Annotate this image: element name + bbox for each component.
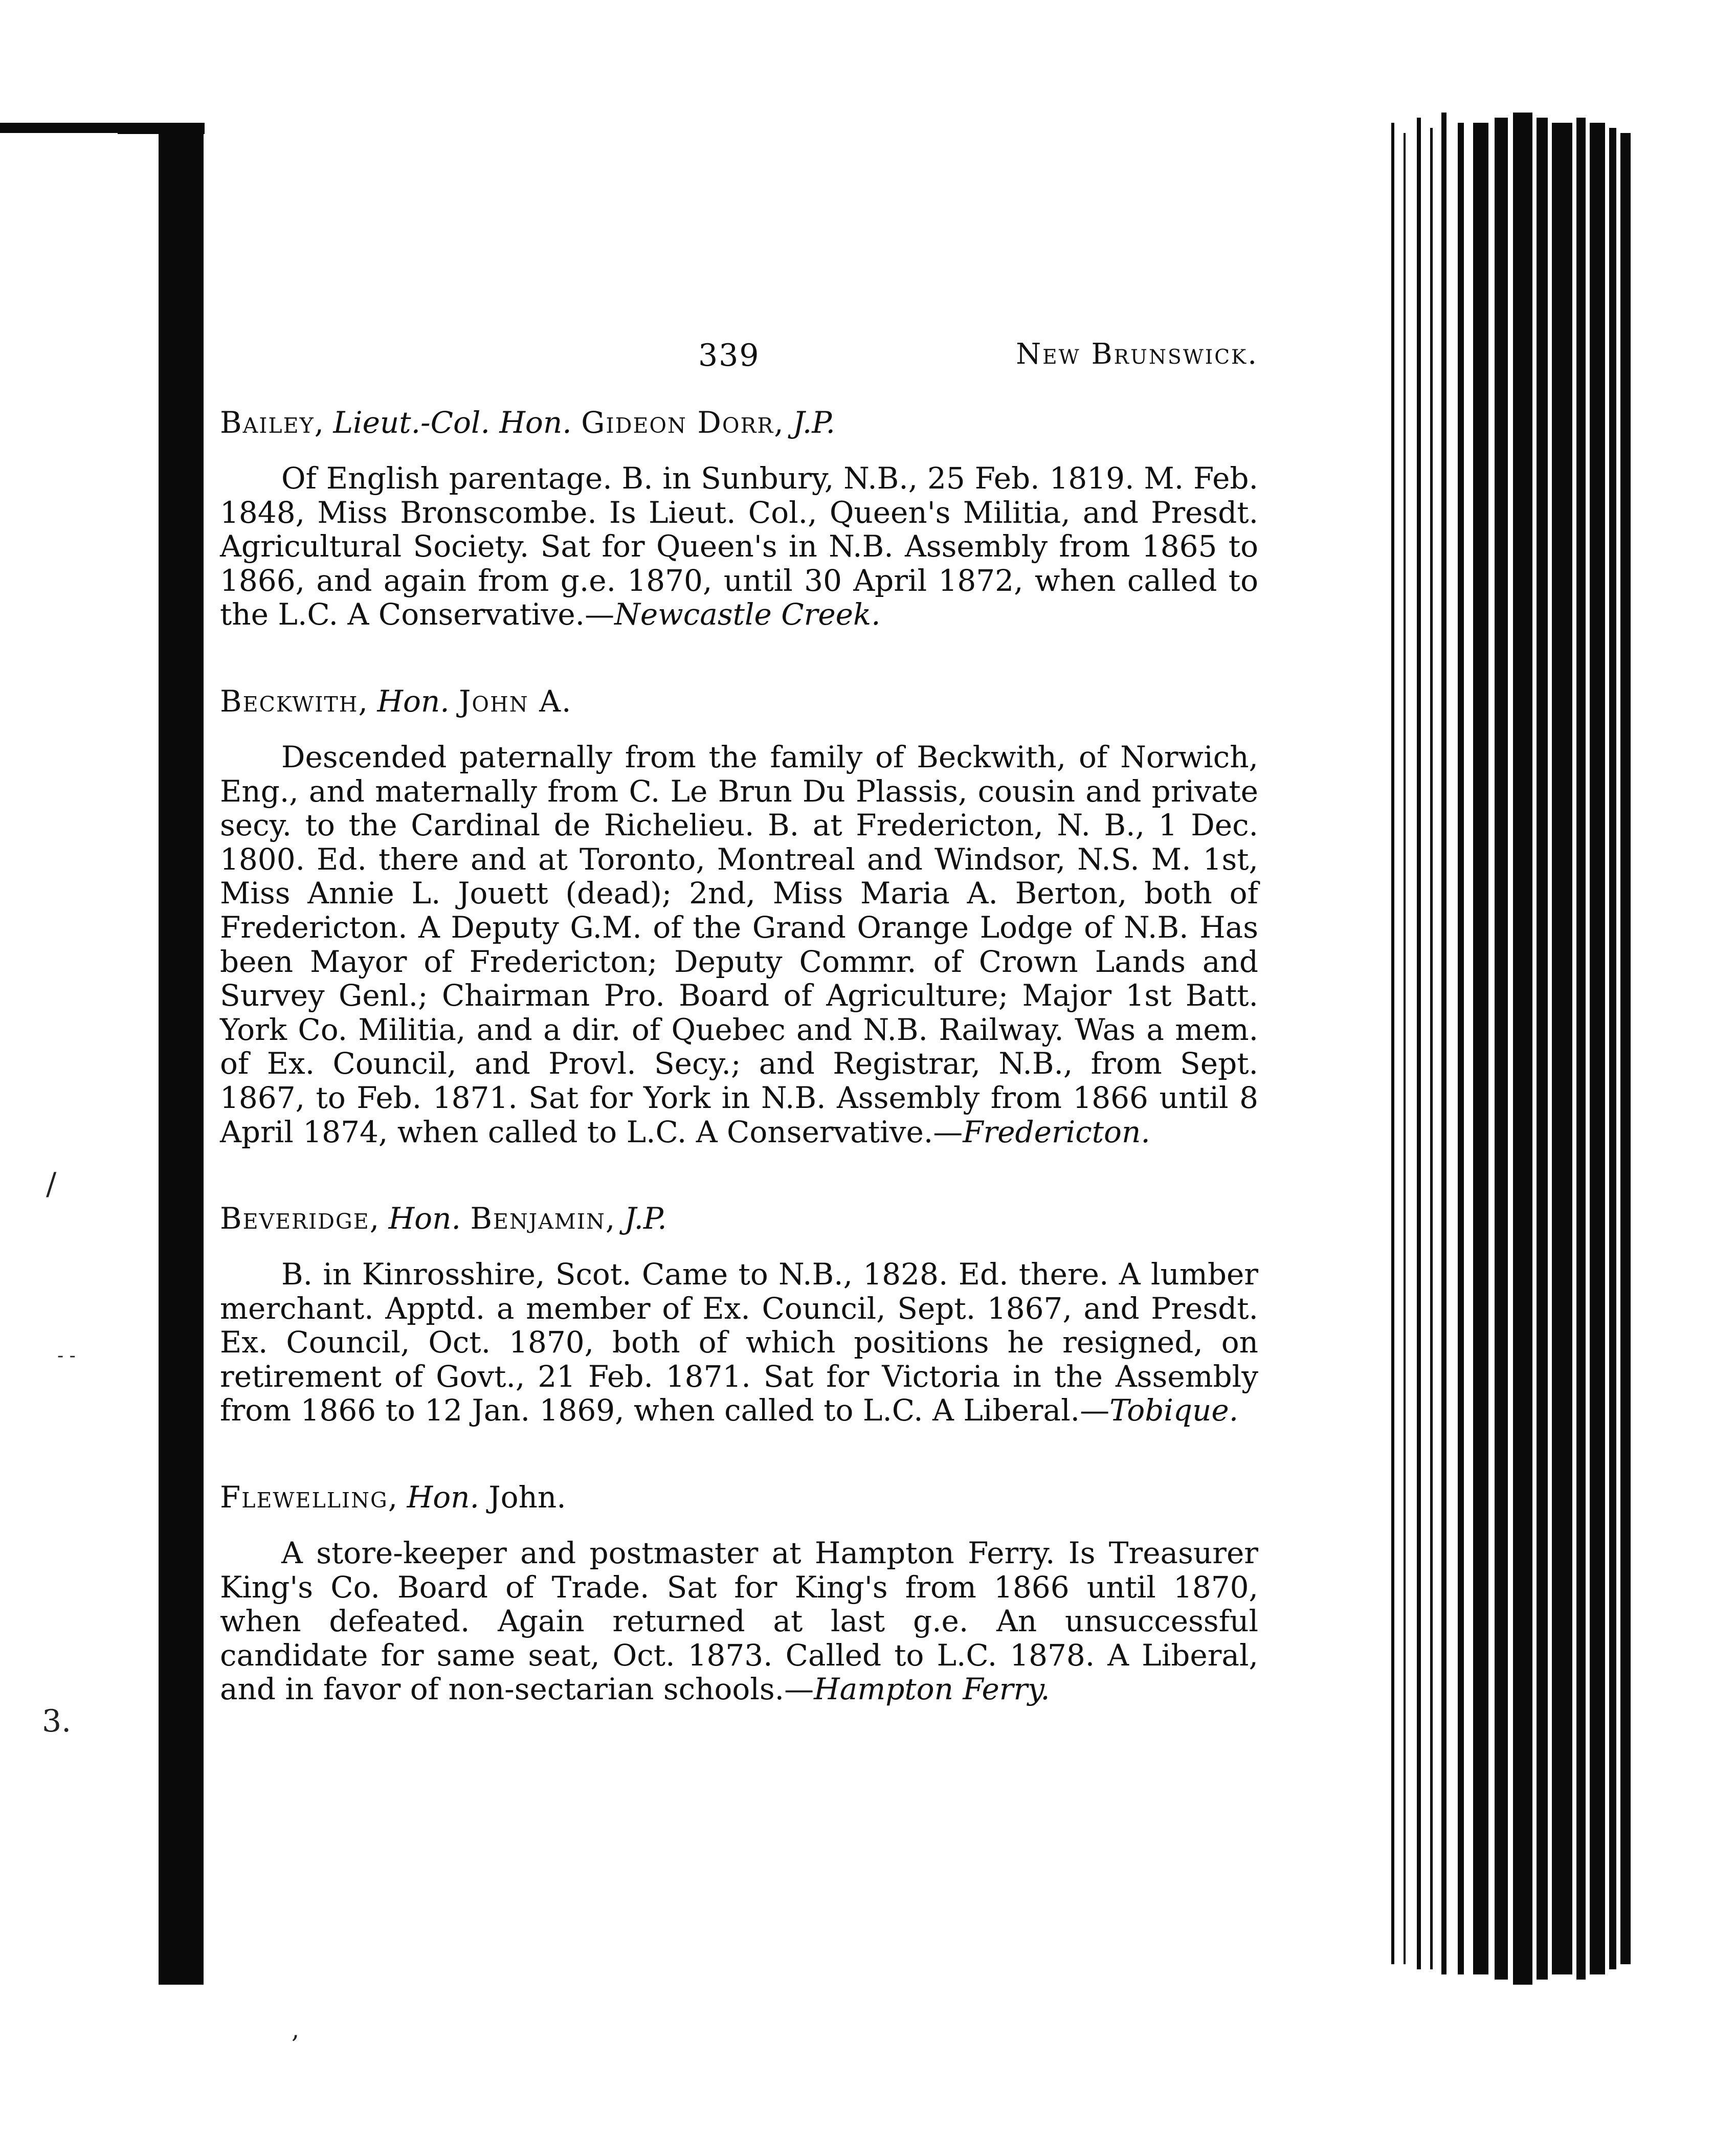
entry [220, 683, 1258, 1149]
entry-heading: Beveridge, Hon. Benjamin, J.P. [220, 1201, 667, 1236]
entry-surname: Bailey [220, 405, 315, 440]
entry-heading: Beckwith, Hon. John A. [220, 683, 572, 719]
margin-mark: 3. [42, 1703, 72, 1739]
entry-suffix: J.P. [793, 405, 835, 440]
entry-body [220, 461, 1258, 632]
entry-residence: Newcastle Creek. [614, 597, 881, 632]
entry [220, 404, 1258, 632]
entry-residence: Fredericton. [963, 1114, 1150, 1149]
entry-heading: Flewelling, Hon. John. [220, 1480, 566, 1515]
entry-text: B. in Kinrosshire, Scot. Came to N.B., 1828. Ed. there. A lumber merchant. Apptd. a member of Ex. Council, Sept. 1867, and Presdt. Ex. Council, Oct. 1870, both of which positions he resigned, on retirement of Govt., 21 Feb. 1871. Sat for Victoria in the Assembly from 1866 to 12 Jan. 1869, when called to L.C. A Liberal.— [220, 1257, 1258, 1428]
entry-text: A store-keeper and postmaster at Hampton Ferry. Is Treasurer King's Co. Board of Trade. Sat for King's from 1866 until 1870, when defeated. Again returned at last g.e. An unsuccessful candidate for same seat, Oct. 1873. Called to L.C. 1878. A Liberal, and in favor of non-sectarian schools.— [220, 1536, 1258, 1707]
entry-honorific: Hon. [407, 1480, 479, 1515]
entry-body [220, 1536, 1258, 1706]
entry [220, 1479, 1258, 1706]
entry-given-name: Gideon Dorr [581, 405, 774, 440]
entry-given-name: John A. [459, 683, 572, 719]
entry-residence: Hampton Ferry. [814, 1672, 1050, 1707]
entry-body [220, 740, 1258, 1149]
entry-surname: Flewelling [220, 1480, 388, 1515]
entry [220, 1200, 1258, 1428]
biography-entries [220, 404, 1258, 1758]
entry-text: Descended paternally from the family of Beckwith, of Norwich, Eng., and maternally from C. Le Brun Du Plassis, cousin and private secy. to the Cardinal de Richelieu. B. at Fredericton, N. B., 1 Dec. 1800. Ed. there and at Toronto, Montreal and Windsor, N.S. M. 1st, Miss Annie L. Jouett (dead); 2nd, Miss Maria A. Berton, both of Fredericton. A Deputy G.M. of the Grand Orange Lodge of N.B. Has been Mayor of Fredericton; Deputy Commr. of Crown Lands and Survey Genl.; Chairman Pro. Board of Agriculture; Major 1st Batt. York Co. Militia, and a dir. of Quebec and N.B. Railway. Was a mem. of Ex. Council, and Provl. Secy.; and Registrar, N.B., from Sept. 1867, to Feb. 1871. Sat for York in N.B. Assembly from 1866 until 8 April 1874, when called to L.C. A Conservative.— [220, 739, 1258, 1149]
margin-mark: , [292, 2015, 300, 2044]
binding-gutter-bar [159, 123, 204, 1985]
entry-given-name: Benjamin [470, 1201, 606, 1236]
entry-surname: Beveridge [220, 1201, 370, 1236]
entry-body [220, 1257, 1258, 1428]
page-edge-stack [1381, 102, 1667, 1995]
entry-surname: Beckwith [220, 683, 359, 719]
binding-edge-shadow [0, 123, 123, 133]
margin-mark: - - [57, 1345, 76, 1366]
entry-text: Of English parentage. B. in Sunbury, N.B., 25 Feb. 1819. M. Feb. 1848, Miss Bronscombe. Is Lieut. Col., Queen's Militia, and Presdt. Agricultural Society. Sat for Queen's in N.B. Assembly from 1865 to 1866, and again from g.e. 1870, until 30 April 1872, when called to the L.C. A Conservative.— [220, 461, 1258, 632]
entry-honorific: Lieut.-Col. Hon. [333, 405, 572, 440]
entry-heading: Bailey, Lieut.-Col. Hon. Gideon Dorr, J.P. [220, 405, 835, 440]
entry-honorific: Hon. [388, 1201, 461, 1236]
entry-given-name: John. [488, 1480, 566, 1515]
entry-suffix: J.P. [624, 1201, 667, 1236]
entry-honorific: Hon. [377, 683, 450, 719]
page-header [220, 338, 1258, 379]
running-head: New Brunswick. [1016, 338, 1258, 371]
margin-mark: / [46, 1166, 57, 1202]
page-number: 339 [698, 338, 760, 373]
entry-residence: Tobique. [1109, 1393, 1239, 1428]
